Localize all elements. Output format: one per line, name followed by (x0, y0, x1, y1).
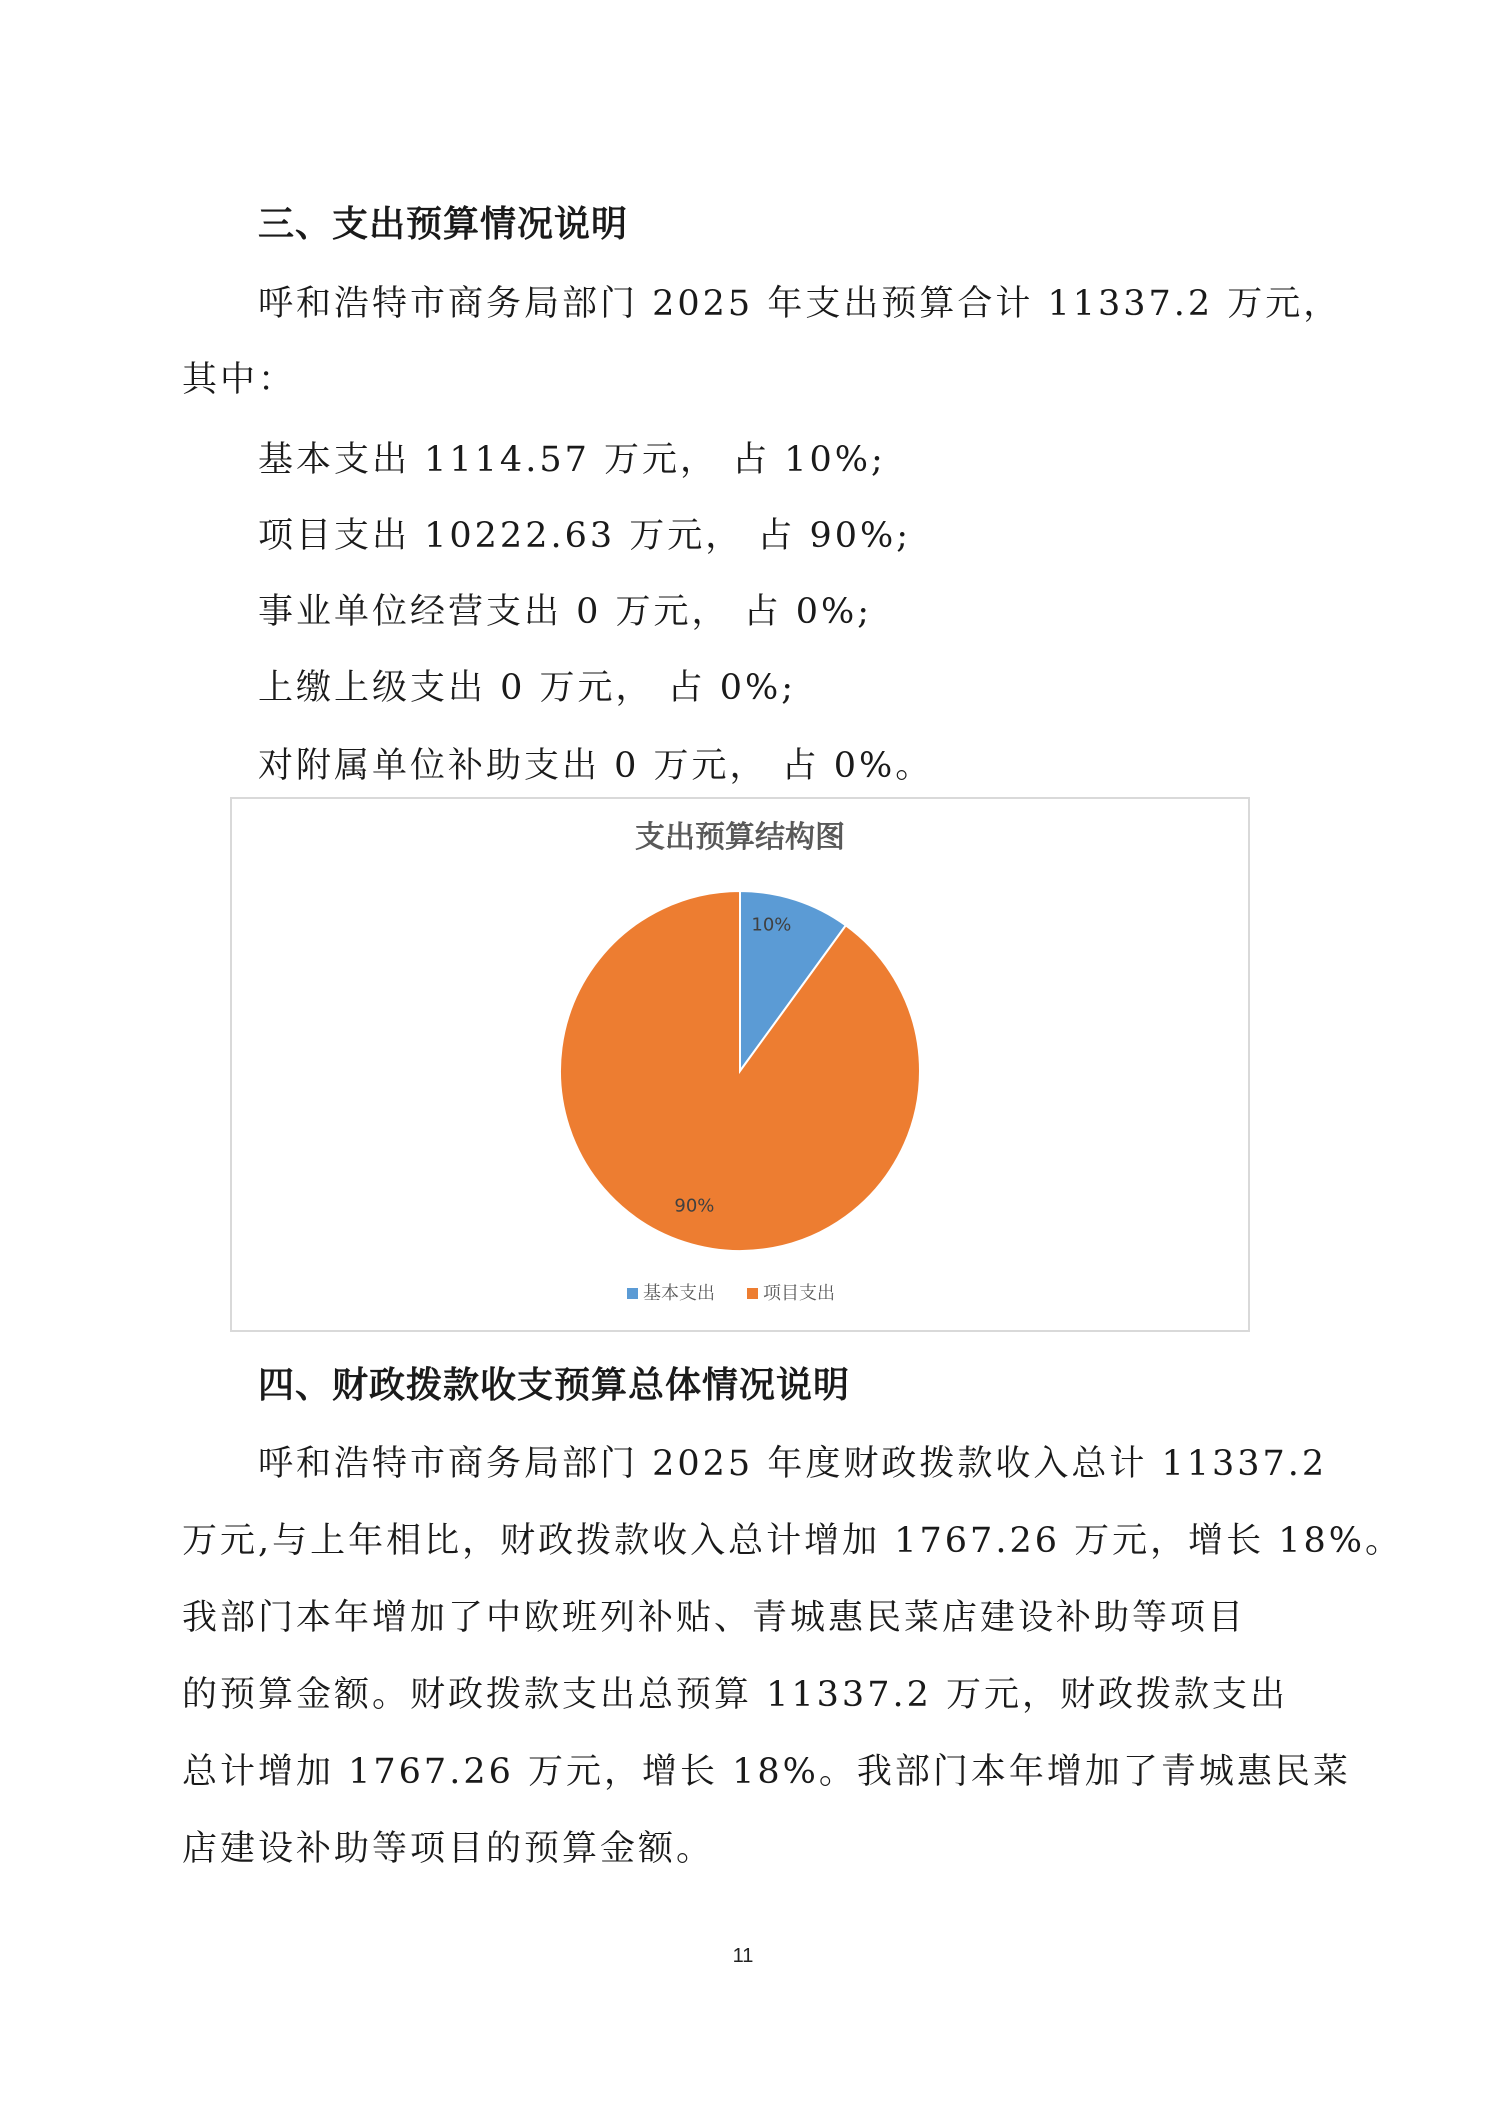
section4-line-4: 的预算金额。财政拨款支出总预算 11337.2 万元，财政拨款支出 (182, 1675, 1288, 1715)
section4-line-2: 万元,与上年相比，财政拨款收入总计增加 1767.26 万元，增长 18%。 (182, 1521, 1404, 1561)
pie-slice-2 (560, 891, 920, 1251)
chart-title: 支出预算结构图 (635, 820, 845, 855)
expense-item-basic: 基本支出 1114.57 万元， 占 10%; (258, 440, 886, 480)
expense-item-project: 项目支出 10222.63 万元， 占 90%; (258, 516, 912, 556)
pie-data-label-1: 10% (751, 914, 792, 936)
pie-data-label-2: 90% (674, 1195, 715, 1217)
chart-legend (627, 1283, 835, 1304)
legend-swatch-1 (627, 1288, 638, 1299)
expense-item-subsidy: 对附属单位补助支出 0 万元， 占 0%。 (258, 746, 934, 786)
expense-item-business: 事业单位经营支出 0 万元， 占 0%; (258, 592, 873, 632)
page-number: 11 (732, 1945, 754, 1967)
legend-swatch-2 (747, 1288, 758, 1299)
legend-label-1: 基本支出 (643, 1283, 715, 1304)
section4-line-1: 呼和浩特市商务局部门 2025 年度财政拨款收入总计 11337.2 (258, 1444, 1328, 1484)
pie-chart-svg (232, 799, 1248, 1330)
section3-intro-line2: 其中： (182, 360, 297, 400)
section3-intro-line1: 呼和浩特市商务局部门 2025 年支出预算合计 11337.2 万元， (258, 284, 1342, 324)
section4-line-5: 总计增加 1767.26 万元，增长 18%。我部门本年增加了青城惠民菜 (182, 1752, 1351, 1792)
section4-heading: 四、财政拨款收支预算总体情况说明 (258, 1365, 851, 1406)
expense-structure-chart (230, 797, 1250, 1332)
expense-item-upper: 上缴上级支出 0 万元， 占 0%; (258, 668, 797, 708)
section4-line-3: 我部门本年增加了中欧班列补贴、青城惠民菜店建设补助等项目 (182, 1598, 1247, 1638)
section3-heading: 三、支出预算情况说明 (258, 204, 629, 245)
section4-line-6: 店建设补助等项目的预算金额。 (182, 1829, 715, 1869)
legend-label-2: 项目支出 (763, 1283, 835, 1304)
pie-slices (560, 891, 920, 1251)
